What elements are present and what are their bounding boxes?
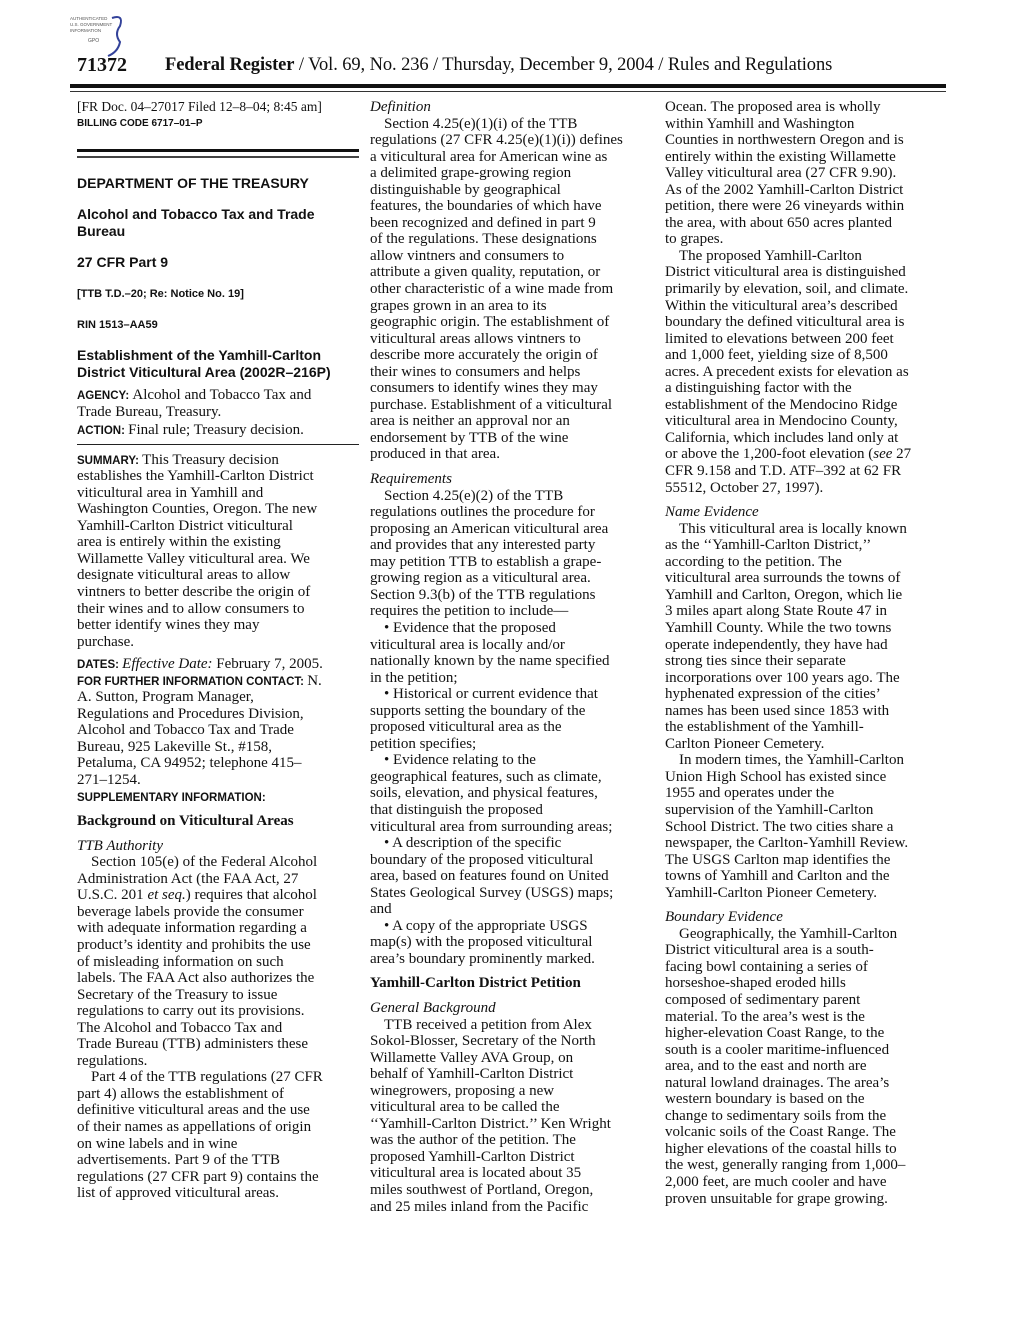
text-segment: February 7, 2005. [212, 656, 323, 673]
text-line: acres. A precedent exists for elevation as [665, 363, 909, 380]
agency-heading [77, 175, 359, 192]
text-line: western boundary is based on the [665, 1091, 865, 1108]
text-line: better identify wines they may [77, 617, 260, 634]
text-line: This viticultural area is locally known [679, 520, 907, 537]
text-segment: see [873, 446, 893, 463]
text-line: the area, with about 650 acres planted [665, 214, 892, 231]
text-line: ‘‘Yamhill-Carlton District.’’ Ken Wright [370, 1115, 611, 1132]
text-line: • Evidence relating to the [384, 752, 536, 769]
text-line: advertisements. Part 9 of the TTB [77, 1152, 281, 1169]
paragraph [77, 656, 359, 673]
text-line: other characteristic of a wine made from [370, 281, 614, 298]
text-line: viticultural area in Mendocino County, [665, 413, 898, 430]
section-heading [77, 838, 359, 855]
text-line: their wines and to allow consumers to [77, 600, 305, 617]
bullet-item [370, 918, 652, 968]
billing-code [77, 117, 359, 131]
text-line: proposed viticultural area as the [370, 719, 562, 736]
text-line: names has been used since 1853 with [665, 702, 890, 719]
text-line: beverage labels provide the consumer [77, 903, 304, 920]
text-line: of the regulations. These designations [370, 231, 597, 248]
text-line: Petaluma, CA 94952; telephone 415– [77, 755, 302, 772]
text-line: a delimited grape-growing region [370, 165, 572, 182]
paragraph [370, 1017, 652, 1216]
text-line: School District. The two cities share a [665, 818, 894, 835]
paragraph [77, 854, 359, 1069]
text-line: Carlton Pioneer Cemetery. [665, 735, 825, 752]
text-line: and provides that any interested party [370, 537, 596, 554]
text-line: area is neither an approval nor an [370, 413, 570, 430]
text-line: General Background [370, 999, 496, 1016]
text-line: Yamhill County. While the two towns [665, 619, 892, 636]
text-line: Establishment of the Yamhill-Carlton [77, 347, 322, 363]
text-line: petition specifies; [370, 735, 477, 752]
text-line: natural lowland drainages. The area’s [665, 1074, 890, 1091]
text-segment: U.S.C. 201 [77, 887, 148, 904]
text-line: Within the viticultural area’s described [665, 297, 898, 314]
text-line: map(s) with the proposed viticultural [370, 934, 593, 951]
text-line: designate viticultural areas to allow [77, 567, 291, 584]
text-line: in the petition; [370, 669, 458, 686]
svg-text:INFORMATION: INFORMATION [70, 28, 102, 33]
text-line: Yamhill-Carlton District Petition [370, 975, 581, 992]
text-line: Regulations and Procedures Division, [77, 705, 304, 722]
text-line: features, the boundaries of which have [370, 198, 602, 215]
text-line: a distinguishing factor with the [665, 380, 852, 397]
text-segment: Alcohol and Tobacco Tax and [132, 387, 312, 403]
field-label: FOR FURTHER INFORMATION CONTACT: [77, 675, 308, 688]
text-line [665, 446, 947, 463]
filing-note [77, 99, 359, 115]
text-line: • A copy of the appropriate USGS [384, 917, 588, 934]
text-line: Willamette Valley viticultural area. We [77, 550, 310, 567]
text-line: horseshoe-shaped eroded hills [665, 975, 846, 992]
text-line: primarily by elevation, soil, and climate. [665, 281, 909, 298]
text-line: viticultural area from surrounding areas; [370, 818, 613, 835]
column-2 [370, 99, 652, 1215]
text-line: 27 CFR Part 9 [77, 254, 169, 270]
paragraph [665, 248, 947, 496]
text-line: Background on Viticultural Areas [77, 813, 294, 830]
document-id [77, 287, 359, 302]
bullet-item [370, 752, 652, 835]
text-line: allow vintners and consumers to [370, 247, 565, 264]
text-line: distinguishable by geographical [370, 181, 561, 198]
text-line: endorsement by TTB of the wine [370, 429, 569, 446]
text-line: 55512, October 27, 1997). [665, 479, 824, 496]
text-line: attribute a given quality, reputation, or [370, 264, 601, 281]
paragraph [77, 673, 359, 789]
text-line: area, and to the east and north are [665, 1058, 867, 1075]
text-line: Bureau [77, 223, 126, 239]
text-line: Alcohol and Tobacco Tax and Trade [77, 722, 294, 739]
text-line: Secretary of the Treasury to issue [77, 986, 278, 1003]
text-line: [TTB T.D.–20; Re: Notice No. 19] [77, 288, 244, 300]
section-heading [370, 975, 652, 992]
text-line: hyphenated expression of the cities’ [665, 686, 881, 703]
text-line: grapes grown in an area to its [370, 297, 547, 314]
issue-info: / Vol. 69, No. 236 / Thursday, December 9, 2004 / Rules and Regulations [294, 55, 833, 75]
text-line: a viticultural area for American wine as [370, 148, 608, 165]
bullet-item [370, 620, 652, 686]
text-line: composed of sedimentary parent [665, 991, 861, 1008]
text-line: proposing an American viticultural area [370, 520, 609, 537]
text-line: Trade Bureau, Treasury. [77, 403, 222, 420]
paragraph [77, 387, 359, 420]
text-line [77, 422, 359, 439]
text-line: winegrowers, proposing a new [370, 1082, 555, 1099]
text-line: limited to elevations between 200 feet [665, 330, 894, 347]
text-line: their wines to consumers and helps [370, 363, 581, 380]
text-line: Yamhill and Carlton, Oregon, which lie [665, 586, 903, 603]
text-line: Yamhill-Carlton District viticultural [77, 517, 293, 534]
text-line [77, 387, 359, 404]
column-3 [665, 99, 947, 1207]
text-line: Sokol-Blosser, Secretary of the North [370, 1033, 596, 1050]
paragraph [665, 752, 947, 901]
paragraph [370, 488, 652, 620]
paragraph [665, 99, 947, 248]
text-line: TTB received a petition from Alex [384, 1016, 592, 1033]
document-id [77, 318, 359, 333]
text-line: regulations (27 CFR part 9) contains the [77, 1168, 319, 1185]
page-number: 71372 [77, 54, 127, 76]
text-line [77, 887, 359, 904]
text-line: viticultural area surrounds the towns of [665, 570, 901, 587]
text-line: material. To the area’s west is the [665, 1008, 865, 1025]
text-line: miles southwest of Portland, Oregon, [370, 1182, 594, 1198]
text-line: list of approved viticultural areas. [77, 1185, 280, 1202]
text-line: 2,000 feet, are much cooler and have [665, 1174, 887, 1190]
text-line: as the ‘‘Yamhill-Carlton District,’’ [665, 537, 872, 554]
text-line: labels. The FAA Act also authorizes the [77, 970, 315, 987]
paragraph [77, 789, 359, 806]
text-line: soils, elevation, and physical features, [370, 785, 598, 802]
text-line: Section 9.3(b) of the TTB regulations [370, 586, 596, 603]
text-line: Boundary Evidence [665, 909, 783, 926]
text-segment: or above the 1,200-foot elevation ( [665, 446, 874, 463]
text-line: area’s boundary prominently marked. [370, 950, 595, 967]
section-heading [370, 1000, 652, 1017]
text-line: Section 105(e) of the Federal Alcohol [91, 854, 318, 871]
text-segment: Final rule; Treasury decision. [128, 422, 304, 439]
paragraph [370, 116, 652, 463]
text-line: TTB Authority [77, 837, 163, 854]
running-head [165, 55, 832, 76]
text-line: • Evidence that the proposed [384, 619, 556, 636]
text-line: newspaper, the Carlton-Yamhill Review. [665, 835, 909, 852]
text-line: consumers to identify wines they may [370, 380, 598, 397]
text-line: area is entirely within the existing [77, 534, 281, 551]
paragraph [665, 926, 947, 1207]
text-line: and [370, 901, 392, 918]
text-line: District viticultural area is distinguished [665, 264, 906, 281]
text-line: within Yamhill and Washington [665, 115, 855, 132]
text-line: volcanic soils of the Coast Range. The [665, 1124, 896, 1141]
divider [77, 444, 359, 445]
text-line: and 25 miles inland from the Pacific [370, 1198, 589, 1215]
bullet-item [370, 686, 652, 752]
text-line: entirely within the existing Willamette [665, 148, 896, 165]
text-line: proposed Yamhill-Carlton District [370, 1148, 575, 1165]
text-line: facing bowl containing a series of [665, 958, 868, 975]
text-segment: 27 [892, 446, 912, 463]
text-line: establishment of the Mendocino Ridge [665, 396, 898, 413]
text-line: In modern times, the Yamhill-Carlton [679, 752, 904, 769]
svg-text:GPO: GPO [88, 38, 100, 44]
text-line: supports setting the boundary of the [370, 702, 586, 719]
text-line: The Alcohol and Tobacco Tax and [77, 1019, 283, 1036]
text-line: viticultural areas allows vintners to [370, 330, 581, 347]
text-line: Part 4 of the TTB regulations (27 CFR [91, 1069, 323, 1086]
text-line: Alcohol and Tobacco Tax and Trade [77, 206, 315, 222]
text-line: Definition [370, 99, 431, 115]
text-line [77, 452, 359, 469]
field-label: AGENCY: [77, 390, 133, 402]
text-line: requires the petition to include— [370, 603, 569, 620]
paragraph [77, 1069, 359, 1201]
section-heading [665, 909, 947, 926]
text-line: DEPARTMENT OF THE TREASURY [77, 175, 309, 191]
text-line: Union High School has existed since [665, 768, 887, 785]
text-line: Washington Counties, Oregon. The new [77, 501, 318, 518]
text-line: Ocean. The proposed area is wholly [665, 99, 881, 115]
text-line: growing region as a viticultural area. [370, 570, 591, 587]
text-segment: et seq. [147, 887, 186, 904]
agency-heading [77, 254, 359, 271]
text-line: produced in that area. [370, 446, 500, 463]
column-1 [77, 99, 359, 1202]
section-heading [370, 99, 652, 116]
paragraph [77, 422, 359, 439]
text-line: • Historical or current evidence that [384, 686, 598, 703]
text-line: been recognized and defined in part 9 [370, 214, 596, 231]
text-line: on wine labels and in wine [77, 1135, 238, 1152]
text-line: that distinguish the proposed [370, 801, 543, 818]
text-line: regulations (27 CFR 4.25(e)(1)(i)) defines [370, 132, 623, 149]
text-line: A. Sutton, Program Manager, [77, 689, 254, 706]
text-line: 1955 and operates under the [665, 785, 835, 802]
field-label: SUPPLEMENTARY INFORMATION: [77, 791, 266, 804]
text-line: Requirements [370, 471, 452, 488]
text-line: District viticultural area is a south- [665, 942, 874, 959]
text-line: petition, there were 26 vineyards within [665, 198, 905, 215]
text-line: nationally known by the name specified [370, 653, 610, 670]
text-line: California, which includes land only at [665, 429, 899, 446]
text-line: Yamhill-Carlton Pioneer Cemetery. [665, 884, 878, 901]
text-line: Section 4.25(e)(2) of the TTB [384, 487, 564, 504]
text-line: boundary of the proposed viticultural [370, 851, 594, 868]
text-line: strong ties since their separate [665, 653, 846, 670]
text-line: Bureau, 925 Lakeville St., #158, [77, 738, 272, 755]
text-line: and 1,000 feet, yielding size of 8,500 [665, 347, 888, 364]
header-rule-thick [70, 84, 946, 88]
text-line: behalf of Yamhill-Carlton District [370, 1066, 574, 1083]
field-label: ACTION: [77, 425, 129, 438]
text-line: regulations outlines the procedure for [370, 504, 595, 521]
text-line [77, 789, 359, 806]
text-line: higher elevations of the coastal hills to [665, 1140, 897, 1157]
text-segment: This Treasury decision [142, 451, 279, 468]
text-line: purchase. Establishment of a viticultural [370, 396, 613, 413]
text-line: higher-elevation Coast Range, to the [665, 1025, 885, 1042]
agency-heading [77, 206, 359, 240]
text-line: Willamette Valley AVA Group, on [370, 1049, 574, 1066]
text-line: regulations. [77, 1052, 148, 1069]
text-line: area, based on features found on United [370, 868, 609, 885]
text-line: BILLING CODE 6717–01–P [77, 118, 203, 129]
field-label: SUMMARY: [77, 454, 143, 467]
text-line: vintners to better describe the origin of [77, 584, 311, 601]
text-line: regulations to carry out its provisions. [77, 1003, 305, 1020]
text-line: Trade Bureau (TTB) administers these [77, 1036, 309, 1053]
text-line: change to sedimentary soils from the [665, 1107, 887, 1124]
text-line: operate independently, they have had [665, 636, 888, 653]
rule-title [77, 347, 359, 381]
text-line: 3 miles apart along State Route 47 in [665, 603, 888, 620]
text-line [77, 673, 359, 690]
publication-name: Federal Register [165, 55, 295, 75]
text-line: south is a cooler maritime-influenced [665, 1041, 890, 1058]
bullet-item [370, 835, 652, 918]
section-heading [77, 813, 359, 830]
section-heading [370, 471, 652, 488]
text-line: viticultural area is located about 35 [370, 1165, 582, 1182]
text-line: Section 4.25(e)(1)(i) of the TTB [384, 115, 578, 132]
text-line: of their names as appellations of origin [77, 1118, 312, 1135]
text-line: CFR 9.158 and T.D. ATF–392 at 62 FR [665, 463, 902, 480]
svg-text:AUTHENTICATED: AUTHENTICATED [70, 16, 108, 21]
text-line: Administration Act (the FAA Act, 27 [77, 870, 299, 887]
text-line: The proposed Yamhill-Carlton [679, 247, 862, 264]
text-line: 271–1254. [77, 772, 141, 789]
text-line: supervision of the Yamhill-Carlton [665, 801, 874, 818]
header-rule-thin [70, 91, 946, 92]
section-heading [665, 504, 947, 521]
double-divider [77, 149, 359, 161]
text-line: Valley viticultural area (27 CFR 9.90). [665, 165, 897, 182]
text-line: viticultural area in Yamhill and [77, 484, 264, 501]
text-line: purchase. [77, 633, 135, 650]
text-line: of misleading information on such [77, 953, 284, 970]
text-line: product’s identity and prohibits the use [77, 936, 311, 953]
text-line: with adequate information regarding a [77, 920, 307, 937]
text-line: • A description of the specific [384, 835, 562, 852]
text-segment: N. [307, 672, 322, 689]
text-line: according to the petition. The [665, 553, 842, 570]
text-line [77, 656, 359, 673]
paragraph [665, 521, 947, 753]
text-line: geographic origin. The establishment of [370, 314, 610, 331]
text-line: geographical features, such as climate, [370, 768, 602, 785]
text-line: proven unsuitable for grape growing. [665, 1190, 888, 1207]
svg-text:U.S. GOVERNMENT: U.S. GOVERNMENT [70, 22, 113, 27]
text-line: the establishment of the Yamhill- [665, 719, 864, 736]
text-line: to grapes. [665, 231, 724, 248]
paragraph [77, 452, 359, 651]
field-label: DATES: [77, 659, 123, 672]
text-line: establishes the Yamhill-Carlton District [77, 468, 314, 485]
text-line: As of the 2002 Yamhill-Carlton District [665, 181, 904, 198]
text-line: part 4) allows the establishment of [77, 1085, 285, 1102]
text-line: District Viticultural Area (2002R–216P) [77, 364, 331, 380]
text-line: The USGS Carlton map identifies the [665, 851, 891, 868]
text-line: describe more accurately the origin of [370, 347, 598, 364]
text-line: Name Evidence [665, 504, 759, 521]
text-line: incorporations over 100 years ago. The [665, 669, 900, 686]
text-line: the west, generally ranging from 1,000– [665, 1157, 906, 1174]
text-line: definitive viticultural areas and the use [77, 1102, 310, 1119]
text-line: Counties in northwestern Oregon and is [665, 132, 904, 149]
text-segment: Effective Date: [122, 656, 213, 673]
text-line: viticultural area is locally and/or [370, 636, 565, 653]
text-line: RIN 1513–AA59 [77, 319, 158, 331]
text-line: States Geological Survey (USGS) maps; [370, 884, 614, 901]
text-segment: ) requires that alcohol [185, 887, 317, 904]
text-line: was the author of the petition. The [370, 1132, 576, 1149]
text-line: [FR Doc. 04–27017 Filed 12–8–04; 8:45 am] [77, 99, 322, 114]
text-line: Geographically, the Yamhill-Carlton [679, 925, 898, 942]
text-line: boundary the defined viticultural area is [665, 314, 905, 331]
text-line: towns of Yamhill and Carlton and the [665, 868, 890, 885]
text-line: may petition TTB to establish a grape- [370, 553, 602, 570]
text-line: viticultural area to be called the [370, 1099, 560, 1116]
